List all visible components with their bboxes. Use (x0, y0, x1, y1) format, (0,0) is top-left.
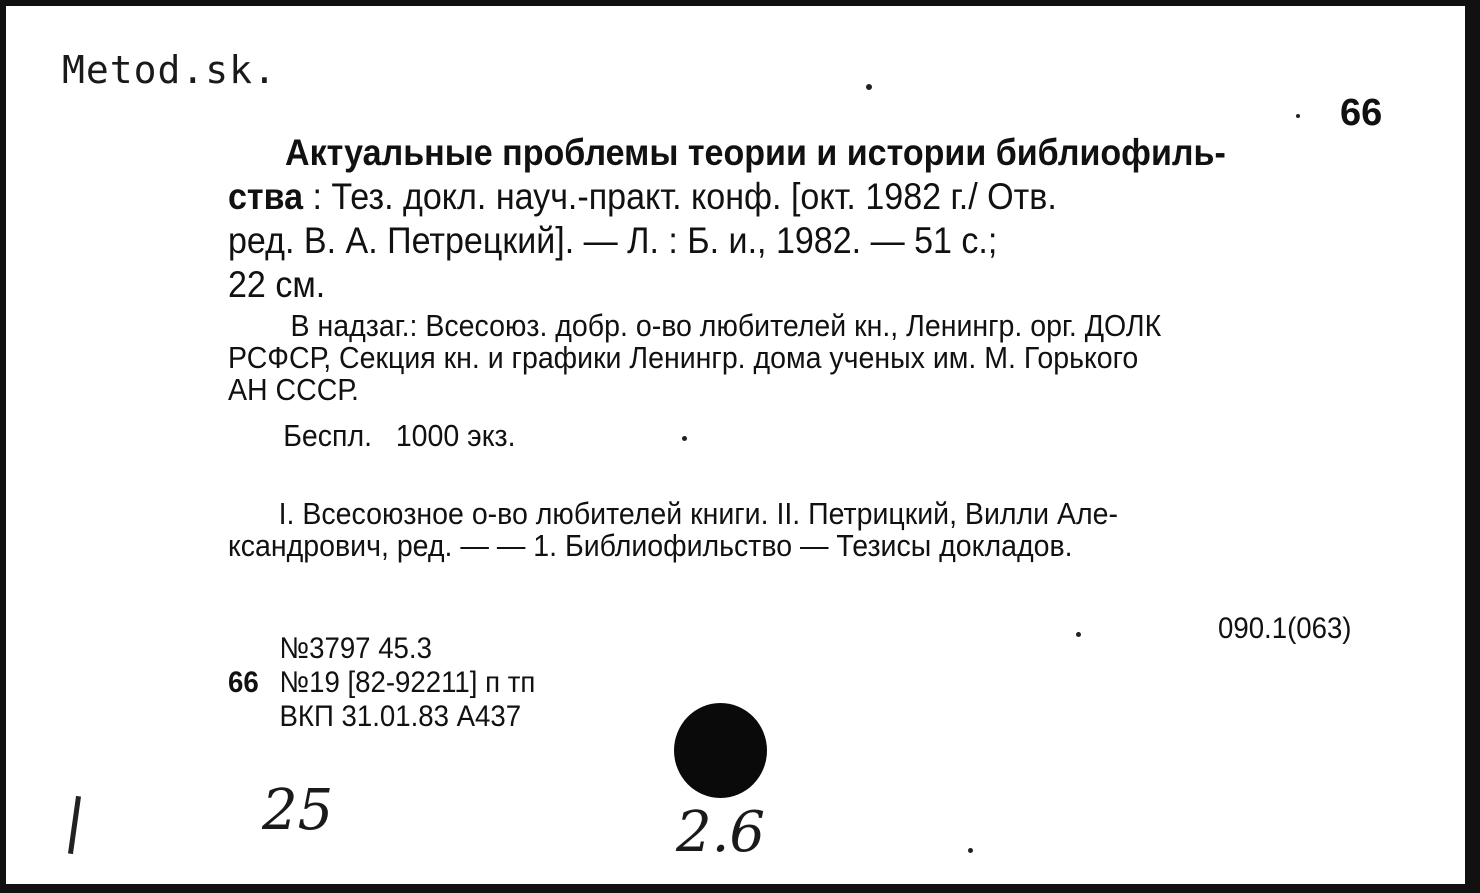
scan-speck (682, 436, 687, 441)
price-line: Беспл. 1000 экз. (283, 418, 516, 453)
note-line: АН СССР. (228, 372, 359, 407)
tracing-line: ксандрович, ред. — — 1. Библиофильство — Тезисы докладов. (228, 528, 1073, 563)
description-line (228, 131, 1387, 175)
scan-speck (1076, 632, 1081, 637)
scan-edge-top (0, 0, 1480, 6)
description-line: 22 см. (228, 264, 326, 305)
bibliographic-description (228, 131, 1387, 307)
description-line: ства : Тез. докл. науч.-практ. конф. [окт. 1982 г./ Отв. (228, 176, 1057, 217)
scan-mark (68, 796, 81, 854)
description-line: ред. В. А. Петрецкий]. — Л. : Б. и., 1982. — 51 с.; (228, 220, 998, 261)
punch-hole (674, 703, 767, 798)
note-line: РСФСР, Секция кн. и графики Ленингр. дома ученых им. М. Горького (228, 340, 1139, 375)
handwritten-number: 2.6 (676, 800, 766, 865)
tracing-line: I. Всесоюзное о-во любителей книги. II. Петрицкий, Вилли Але- (278, 496, 1119, 531)
scan-speck (866, 84, 872, 90)
handwritten-number: 25 (262, 778, 334, 843)
scan-speck (1296, 114, 1300, 118)
title-bold: Актуальные проблемы теории и истории библиофиль- (285, 132, 1226, 173)
note-block (228, 310, 1387, 452)
scan-edge-right (1465, 0, 1480, 893)
registration-line: 66 №19 [82-92211] п тп (228, 666, 536, 699)
scan-edge-bottom (0, 884, 1480, 893)
note-line: В надзаг.: Всесоюз. добр. о-во любителей кн., Ленингр. орг. ДОЛК (290, 308, 1162, 343)
tracing-block (228, 498, 1118, 562)
classification-code: 090.1(063) (1218, 612, 1352, 645)
registration-line: №3797 45.3 (279, 632, 432, 665)
registration-line: ВКП 31.01.83 А437 (279, 700, 522, 733)
source-stamp: Metod.sk. (62, 48, 277, 92)
scan-speck (968, 848, 973, 853)
card-number-repeat: 66 (228, 666, 259, 699)
title-bold: ства (228, 176, 304, 217)
registration-block (228, 632, 535, 734)
card-number: 66 (1340, 92, 1383, 134)
scan-edge-left (0, 0, 6, 893)
